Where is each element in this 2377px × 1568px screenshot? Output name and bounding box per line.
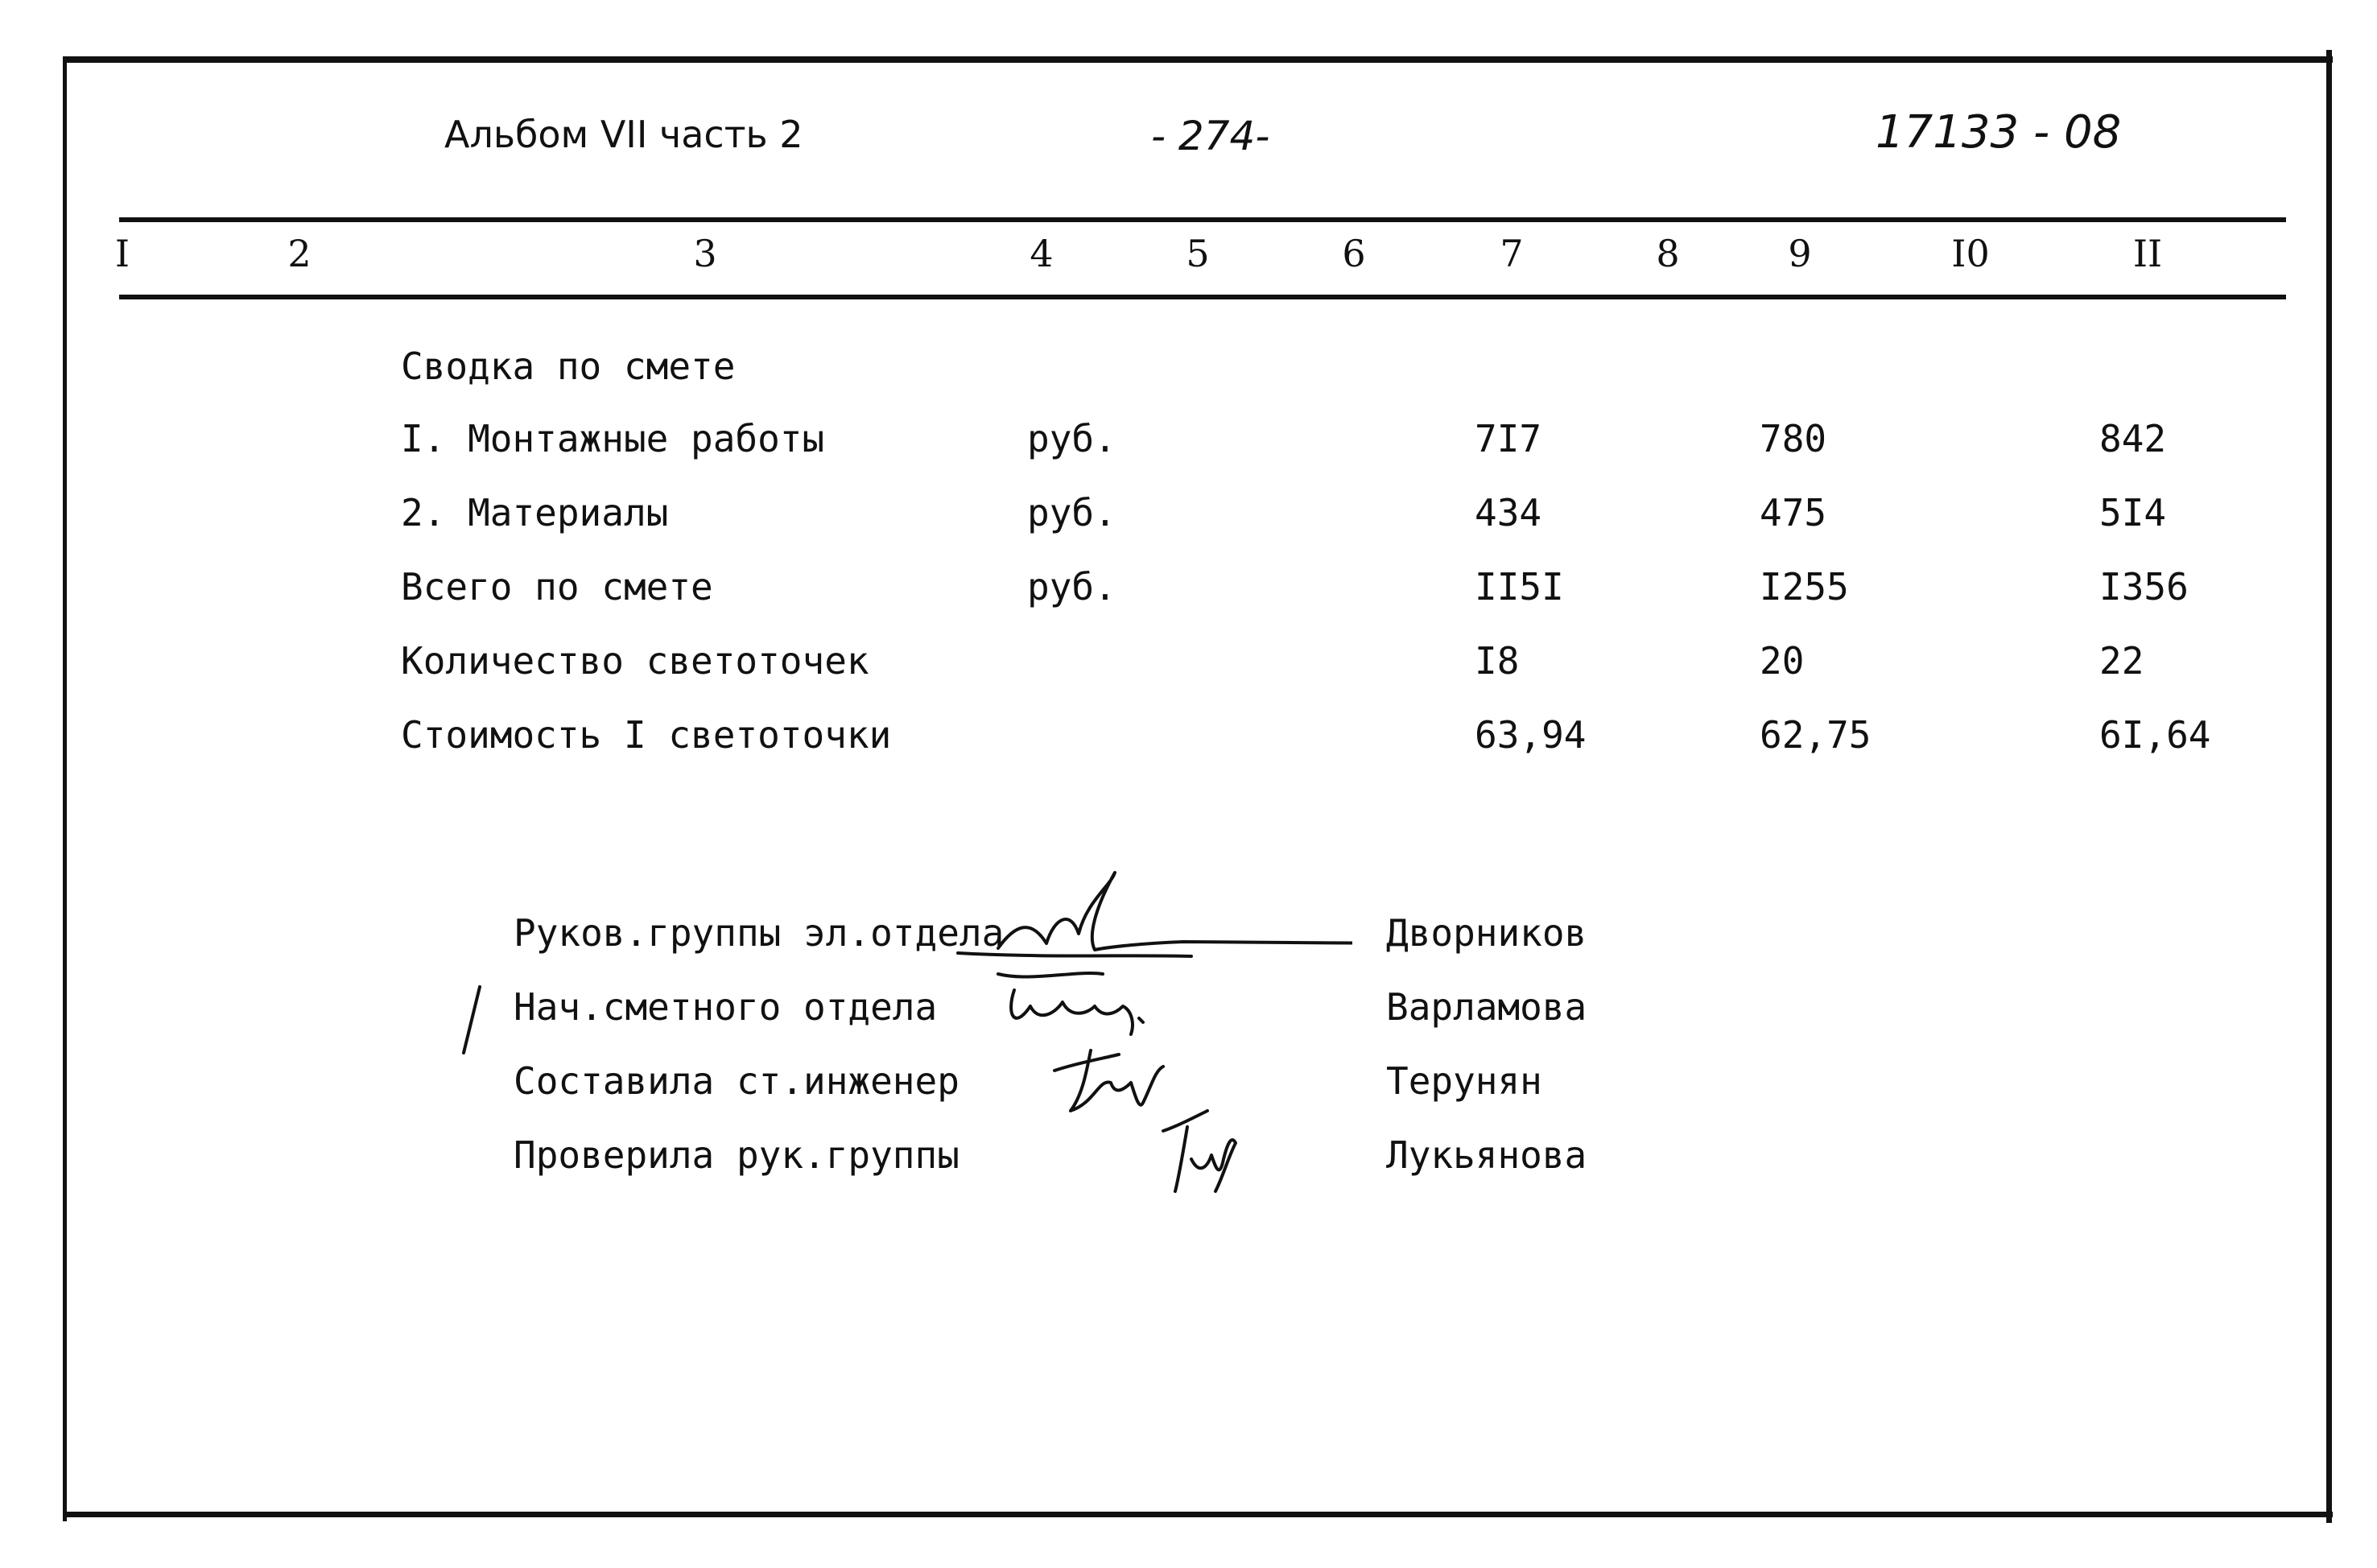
- signatory-name: Терунян: [1386, 1059, 1542, 1103]
- column-number: 3: [693, 232, 717, 275]
- handwritten-signatures: [950, 869, 1352, 1223]
- row-value-col11: 6I,64: [2099, 713, 2211, 757]
- row-value-col7: 434: [1475, 491, 1542, 534]
- document-code: 17133 - 08: [1876, 106, 2122, 159]
- margin-slash-mark: [459, 984, 483, 1056]
- row-label: Количество светоточек: [401, 639, 869, 683]
- table-row: [0, 713, 2377, 761]
- signature-lukyanova: [1163, 1111, 1236, 1191]
- column-number: I: [114, 232, 130, 275]
- summary-title: Сводка по смете: [401, 345, 736, 388]
- row-value-col7: II5I: [1475, 565, 1564, 609]
- column-number: 8: [1656, 232, 1680, 275]
- signatory-name: Лукьянова: [1386, 1133, 1587, 1177]
- frame-right-border: [2326, 50, 2332, 1523]
- signature-terunyan: [1054, 1050, 1163, 1111]
- row-value-col7: I8: [1475, 639, 1520, 683]
- row-label: Всего по смете: [401, 565, 713, 609]
- column-number: 9: [1788, 232, 1812, 275]
- row-value-col7: 63,94: [1475, 713, 1587, 757]
- frame-left-border: [63, 56, 67, 1521]
- table-row: [0, 639, 2377, 687]
- row-value-col9: 20: [1760, 639, 1805, 683]
- table-row: [0, 491, 2377, 539]
- column-number: 6: [1342, 232, 1366, 275]
- signatory-name: Дворников: [1386, 911, 1587, 955]
- column-number: 5: [1186, 232, 1210, 275]
- signature-dvornikov: [958, 873, 1352, 956]
- album-title: Альбом VII часть 2: [444, 113, 803, 156]
- row-label: I. Монтажные работы: [401, 417, 825, 460]
- table-header-bottom-rule: [119, 295, 2286, 299]
- row-value-col11: I356: [2099, 565, 2189, 609]
- table-header-top-rule: [119, 217, 2286, 222]
- row-value-col9: I255: [1760, 565, 1849, 609]
- signatory-role: Составила ст.инженер: [514, 1059, 959, 1103]
- row-unit: руб.: [1027, 491, 1116, 534]
- row-label: Стоимость I светоточки: [401, 713, 892, 757]
- frame-top-border: [63, 56, 2333, 63]
- row-value-col9: 780: [1760, 417, 1827, 460]
- table-row: [0, 565, 2377, 613]
- row-unit: руб.: [1027, 565, 1116, 609]
- column-number: I0: [1951, 232, 1990, 275]
- row-value-col11: 22: [2099, 639, 2144, 683]
- row-value-col9: 475: [1760, 491, 1827, 534]
- column-number: 4: [1030, 232, 1054, 275]
- column-number: 2: [287, 232, 312, 275]
- column-number: II: [2132, 232, 2163, 275]
- table-row: [0, 417, 2377, 465]
- signature-varlamova: [998, 973, 1143, 1034]
- column-number: 7: [1500, 232, 1524, 275]
- row-value-col11: 842: [2099, 417, 2167, 460]
- signatory-role: Проверила рук.группы: [514, 1133, 959, 1177]
- page-number: - 274-: [1151, 113, 1270, 159]
- row-unit: руб.: [1027, 417, 1116, 460]
- row-value-col11: 5I4: [2099, 491, 2167, 534]
- signatory-name: Варламова: [1386, 985, 1587, 1029]
- frame-bottom-border: [63, 1512, 2333, 1517]
- row-value-col9: 62,75: [1760, 713, 1871, 757]
- row-label: 2. Материалы: [401, 491, 669, 534]
- row-value-col7: 7I7: [1475, 417, 1542, 460]
- signatory-role: Нач.сметного отдела: [514, 985, 938, 1029]
- signatory-role: Руков.группы эл.отдела: [514, 911, 1005, 955]
